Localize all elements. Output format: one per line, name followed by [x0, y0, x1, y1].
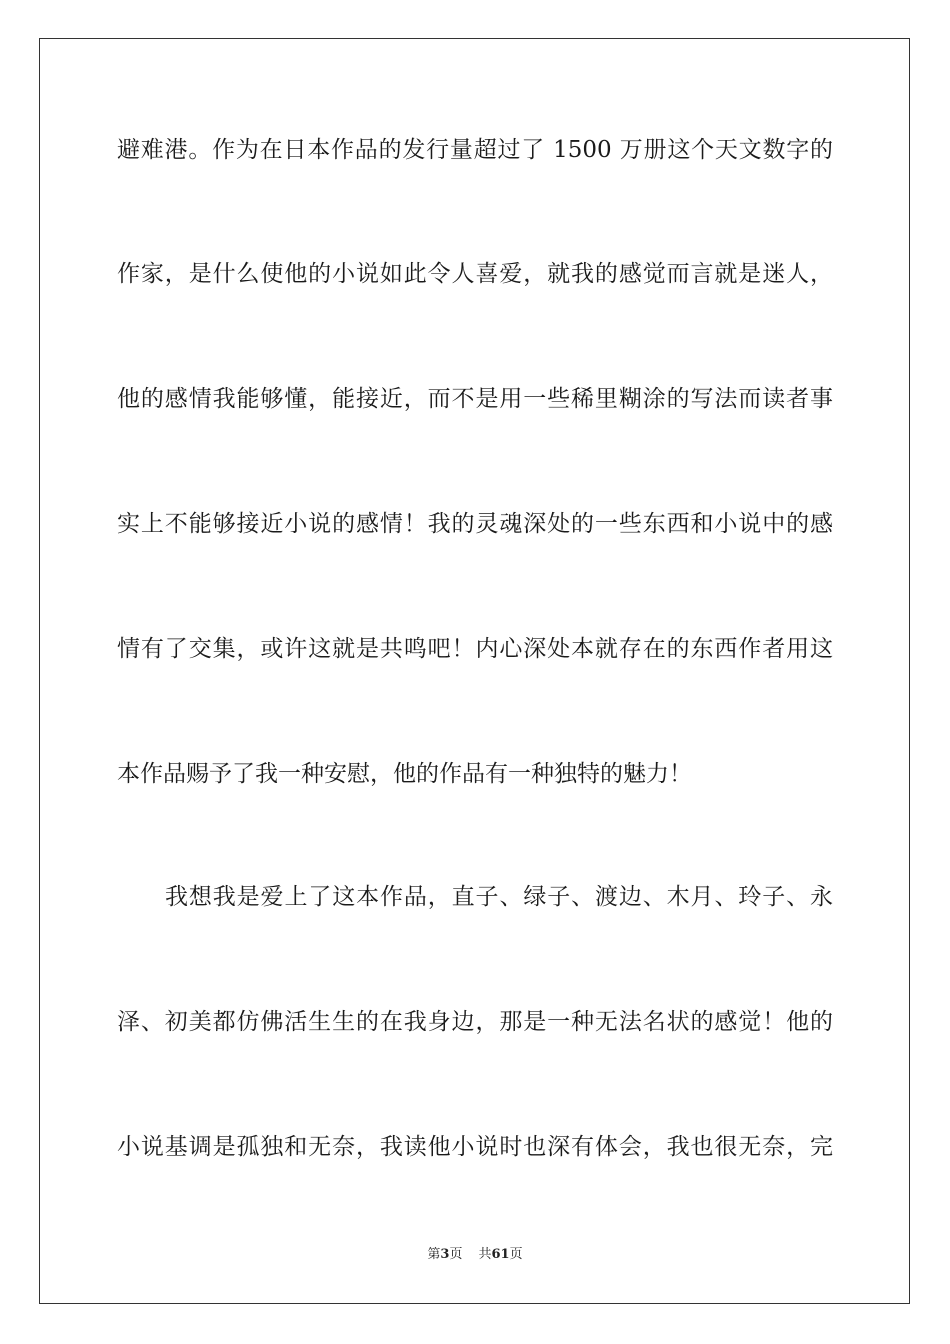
page-number: 3: [440, 1247, 450, 1262]
text-line: 作家，是什么使他的小说如此令人喜爱，就我的感觉而言就是迷人，: [117, 261, 833, 287]
text-line: 本作品赐予了我一种安慰，他的作品有一种独特的魅力！: [117, 761, 692, 787]
page-suffix: 页: [449, 1247, 463, 1262]
text-line: 他的感情我能够懂，能接近，而不是用一些稀里糊涂的写法而读者事: [117, 386, 833, 412]
total-suffix: 页: [509, 1247, 523, 1262]
total-prefix: 共: [478, 1247, 492, 1262]
page-footer: [0, 1246, 950, 1264]
text-line: 情有了交集，或许这就是共鸣吧！内心深处本就存在的东西作者用这: [117, 636, 833, 662]
page-border: [39, 38, 910, 1304]
text-line: 小说基调是孤独和无奈，我读他小说时也深有体会，我也很无奈，完: [117, 1134, 833, 1160]
text-line: 泽、初美都仿佛活生生的在我身边，那是一种无法名状的感觉！他的: [117, 1009, 833, 1035]
page-prefix: 第: [427, 1247, 441, 1262]
text-line: 实上不能够接近小说的感情！我的灵魂深处的一些东西和小说中的感: [117, 511, 833, 537]
total-pages: 61: [491, 1247, 510, 1262]
paragraph-first-line: 我想我是爱上了这本作品，直子、绿子、渡边、木月、玲子、永: [165, 884, 833, 910]
text-line: 避难港。作为在日本作品的发行量超过了 1500 万册这个天文数字的: [117, 137, 833, 163]
